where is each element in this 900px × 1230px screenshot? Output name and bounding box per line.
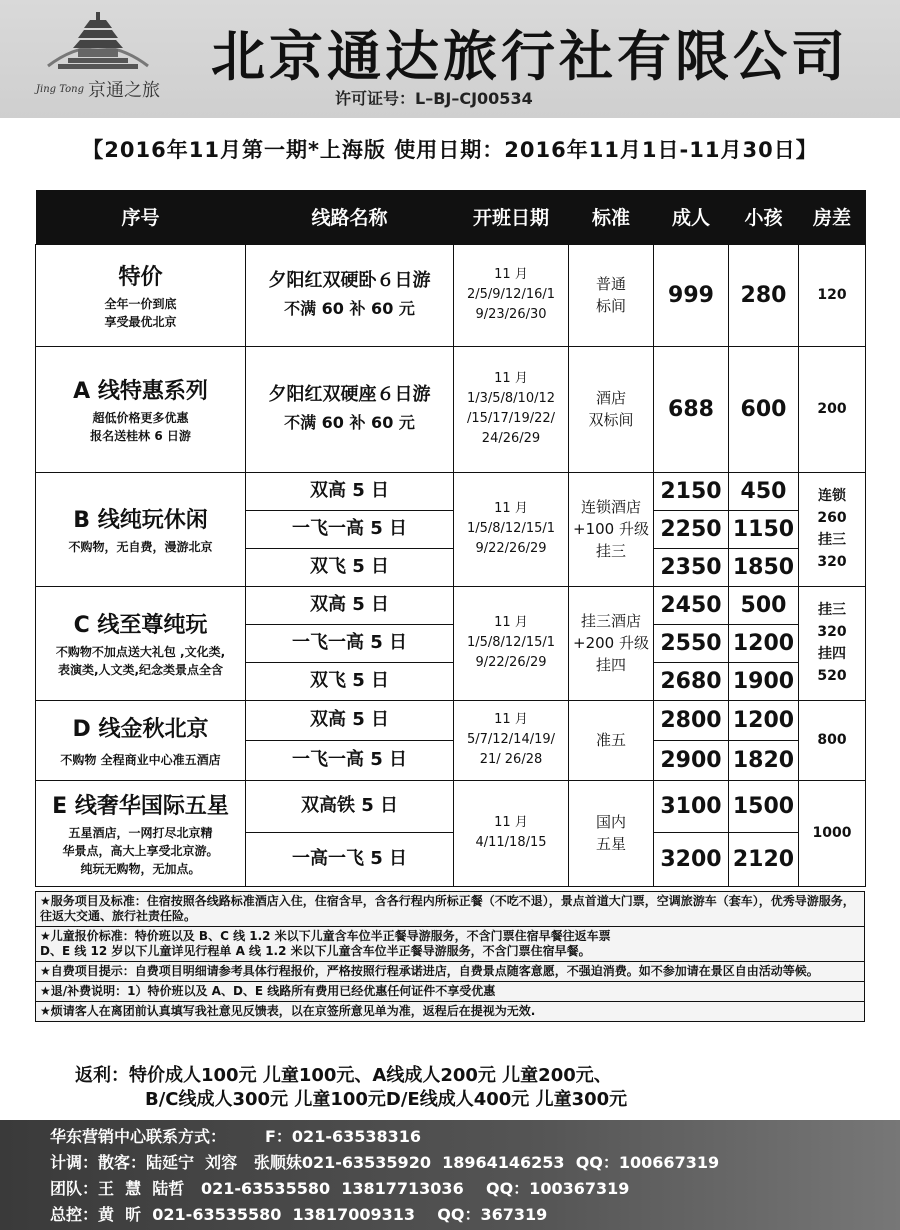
temple-of-heaven-logo-icon — [28, 8, 168, 108]
category-cell: A 线特惠系列 超低价格更多优惠 报名送桂林 6 日游 — [36, 346, 246, 472]
standard-cell: 挂三酒店 +200 升级 挂四 — [569, 586, 654, 700]
col-header-route: 线路名称 — [246, 190, 454, 244]
standard-cell: 普通 标间 — [569, 244, 654, 346]
service-notes — [35, 891, 865, 1022]
col-header-date: 开班日期 — [454, 190, 569, 244]
note-service-standard: ★服务项目及标准：住宿按照各线路标准酒店入住，住宿含早，含各行程内所标正餐（不吃不退），景点首道大门票，空调旅游车（套车），优秀导游服务，往返大交通、旅行社责任险。 — [35, 891, 865, 927]
category-cell: 特价 全年一价到底 享受最优北京 — [36, 244, 246, 346]
contact-line: 华东营销中心联系方式： F：021-63538316 — [50, 1127, 422, 1146]
date-cell: 11 月 1/5/8/12/15/1 9/22/26/29 — [454, 586, 569, 700]
rebate-line-1: 返利：特价成人100元 儿童100元、A线成人200元 儿童200元、 — [75, 1065, 612, 1086]
child-price: 500 — [729, 586, 799, 624]
adult-price: 2350 — [654, 548, 729, 586]
child-price: 1200 — [729, 624, 799, 662]
child-price: 1200 — [729, 700, 799, 740]
company-name: 北京通达旅行社有限公司 — [211, 25, 849, 88]
table-row — [36, 586, 866, 624]
room-diff: 连锁 260 挂三 320 — [799, 472, 866, 586]
room-diff: 1000 — [799, 780, 866, 886]
contact-line: 总控：黄 昕 021-63535580 13817009313 QQ：367319 — [50, 1205, 548, 1224]
adult-price: 2150 — [654, 472, 729, 510]
child-price: 1850 — [729, 548, 799, 586]
table-row — [36, 244, 866, 346]
room-diff: 200 — [799, 346, 866, 472]
room-diff: 挂三 320 挂四 520 — [799, 586, 866, 700]
adult-price: 2680 — [654, 662, 729, 700]
date-cell: 11 月 5/7/12/14/19/ 21/ 26/28 — [454, 700, 569, 780]
adult-price: 2250 — [654, 510, 729, 548]
route-cell: 一飞一高 5 日 — [246, 624, 454, 662]
note-feedback: ★烦请客人在离团前认真填写我社意见反馈表，以在京签所意见单为准，返程后在提视为无效. — [35, 1002, 865, 1022]
adult-price: 3200 — [654, 832, 729, 886]
route-cell: 双高 5 日 — [246, 700, 454, 740]
child-price: 2120 — [729, 832, 799, 886]
standard-cell: 准五 — [569, 700, 654, 780]
route-cell: 双飞 5 日 — [246, 548, 454, 586]
date-cell: 11 月 4/11/18/15 — [454, 780, 569, 886]
date-cell: 11 月 2/5/9/12/16/1 9/23/26/30 — [454, 244, 569, 346]
date-cell: 11 月 1/5/8/12/15/1 9/22/26/29 — [454, 472, 569, 586]
table-row — [36, 780, 866, 832]
adult-price: 3100 — [654, 780, 729, 832]
route-cell: 双高 5 日 — [246, 472, 454, 510]
child-price: 1150 — [729, 510, 799, 548]
child-price: 1500 — [729, 780, 799, 832]
category-cell: D 线金秋北京 不购物 全程商业中心准五酒店 — [36, 700, 246, 780]
category-cell: E 线奢华国际五星 五星酒店，一网打尽北京精 华景点，高大上享受北京游。 纯玩无购物，无加点。 — [36, 780, 246, 886]
route-cell: 双高铁 5 日 — [246, 780, 454, 832]
route-cell: 夕阳红双硬座６日游 不满 60 补 60 元 — [246, 346, 454, 472]
route-cell: 双高 5 日 — [246, 586, 454, 624]
svg-text:京通之旅: 京通之旅 — [88, 80, 160, 101]
contact-line: 团队：王 慧 陆哲 021-63535580 13817713036 QQ：100367319 — [50, 1179, 630, 1198]
route-cell: 双飞 5 日 — [246, 662, 454, 700]
child-price: 1900 — [729, 662, 799, 700]
room-diff: 120 — [799, 244, 866, 346]
rebate-info — [75, 1064, 835, 1112]
adult-price: 688 — [654, 346, 729, 472]
adult-price: 2450 — [654, 586, 729, 624]
child-price: 600 — [729, 346, 799, 472]
header-banner — [0, 0, 900, 118]
license-number: 许可证号：L–BJ–CJ00534 — [335, 89, 533, 108]
route-cell: 夕阳红双硬卧６日游 不满 60 补 60 元 — [246, 244, 454, 346]
note-optional-items: ★自费项目提示：自费项目明细请参考具体行程报价，严格按照行程承诺进店，自费景点随客意愿，不强迫消费。如不参加请在景区自由活动等候。 — [35, 962, 865, 982]
note-child-price: ★儿童报价标准：特价班以及 B、C 线 1.2 米以下儿童含车位半正餐导游服务，不含门票住宿早餐往返车票 D、E 线 12 岁以下儿童详见行程单 A 线 1.2 米以下儿童含车位半正餐导游服务，不含门票住宿早餐。 — [35, 927, 865, 962]
route-cell: 一飞一高 5 日 — [246, 740, 454, 780]
table-header-row — [36, 190, 866, 244]
adult-price: 2900 — [654, 740, 729, 780]
standard-cell: 国内 五星 — [569, 780, 654, 886]
category-cell: B 线纯玩休闲 不购物，无自费，漫游北京 — [36, 472, 246, 586]
route-cell: 一飞一高 5 日 — [246, 510, 454, 548]
contact-footer — [0, 1120, 900, 1230]
date-cell: 11 月 1/3/5/8/10/12 /15/17/19/22/ 24/26/29 — [454, 346, 569, 472]
room-diff: 800 — [799, 700, 866, 780]
col-header-index: 序号 — [36, 190, 246, 244]
table-row — [36, 472, 866, 510]
col-header-child: 小孩 — [729, 190, 799, 244]
col-header-room-diff: 房差 — [799, 190, 866, 244]
col-header-standard: 标准 — [569, 190, 654, 244]
child-price: 450 — [729, 472, 799, 510]
standard-cell: 酒店 双标间 — [569, 346, 654, 472]
standard-cell: 连锁酒店 +100 升级 挂三 — [569, 472, 654, 586]
table-row — [36, 700, 866, 740]
col-header-adult: 成人 — [654, 190, 729, 244]
child-price: 1820 — [729, 740, 799, 780]
child-price: 280 — [729, 244, 799, 346]
note-refund: ★退/补费说明：1）特价班以及 A、D、E 线路所有费用已经优惠任何证件不享受优惠 — [35, 982, 865, 1002]
rebate-line-2: B/C线成人300元 儿童100元D/E线成人400元 儿童300元 — [145, 1089, 628, 1110]
svg-text:Jing Tong: Jing Tong — [36, 84, 84, 95]
adult-price: 2550 — [654, 624, 729, 662]
table-row — [36, 346, 866, 472]
contact-line: 计调：散客：陆延宁 刘容 张顺妹021-63535920 18964146253 QQ：100667319 — [50, 1153, 720, 1172]
issue-period: 【2016年11月第一期*上海版 使用日期：2016年11月1日-11月30日】 — [82, 138, 818, 162]
price-table — [35, 190, 866, 887]
adult-price: 999 — [654, 244, 729, 346]
adult-price: 2800 — [654, 700, 729, 740]
route-cell: 一高一飞 5 日 — [246, 832, 454, 886]
category-cell: C 线至尊纯玩 不购物不加点送大礼包 ,文化类, 表演类,人文类,纪念类景点全含 — [36, 586, 246, 700]
